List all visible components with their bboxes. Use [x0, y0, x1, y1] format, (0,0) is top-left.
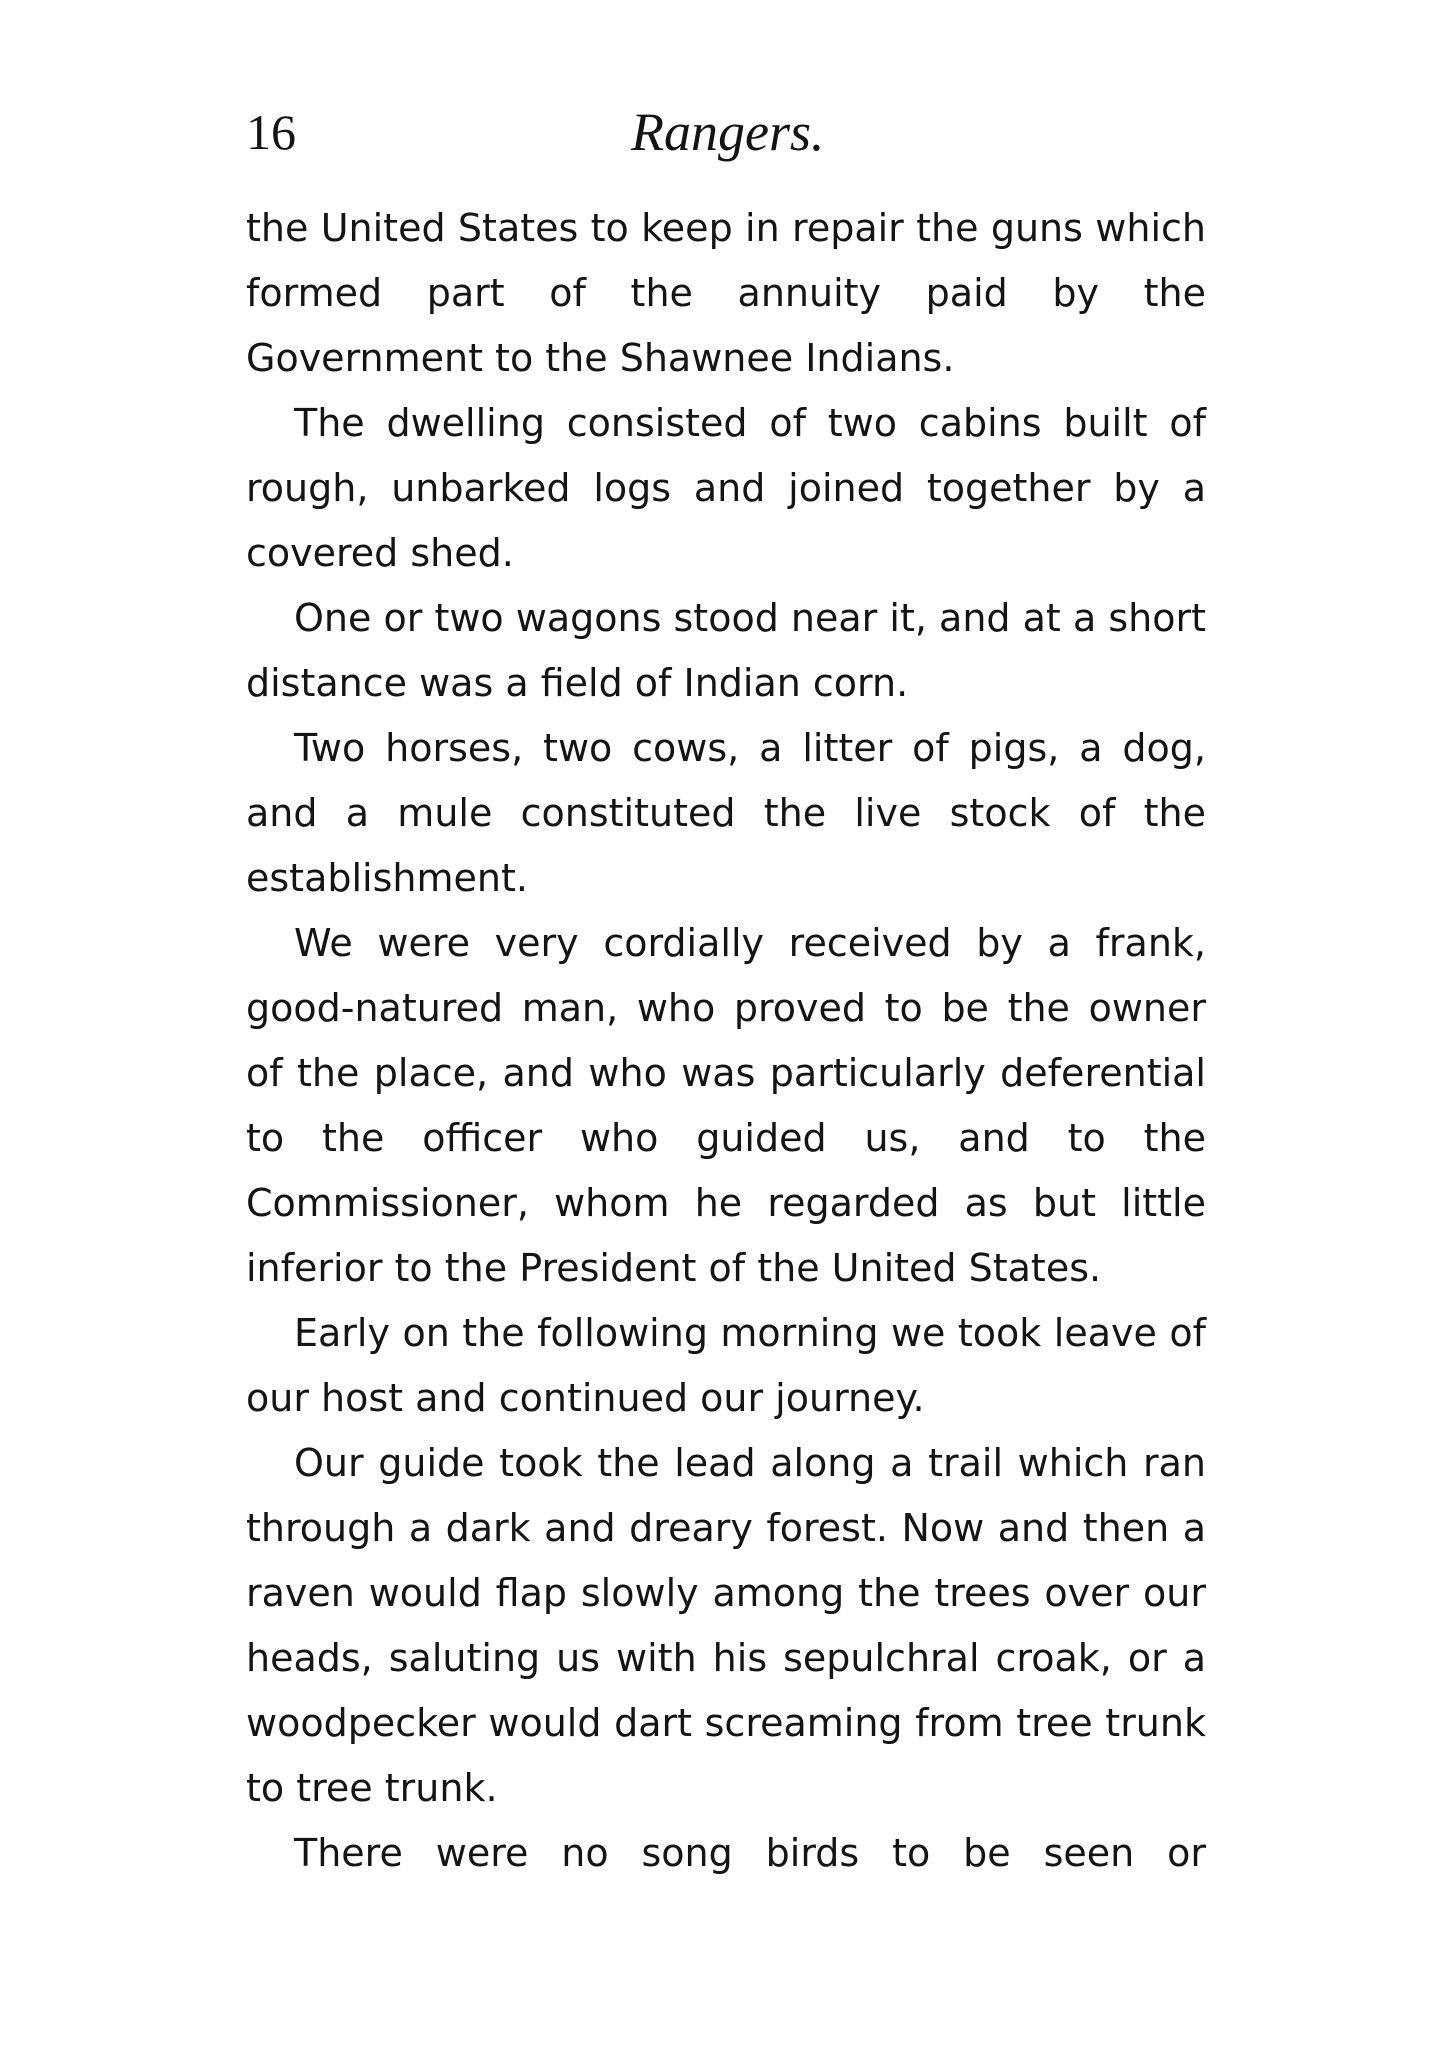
page-number: 16 — [246, 104, 296, 160]
running-title: Rangers. — [631, 102, 825, 162]
paragraph-5: We were very cordially received by a frank, good-natured man, who proved to be the owner of the place, and who was particularly deferential to the officer who guided us, and to the Commissioner, whom he regarded as but little inferior to the President of the United States. — [246, 921, 1206, 1290]
paragraph-4: Two horses, two cows, a litter of pigs, a dog, and a mule constituted the live stock of the establishment. — [246, 726, 1206, 900]
paragraph-7: Our guide took the lead along a trail which ran through a dark and dreary forest. Now and then a raven would flap slowly among the trees over our heads, saluting us with his sepulchral croak, or a woodpecker would dart screaming from tree trunk to tree trunk. — [246, 1441, 1206, 1810]
paragraph-8: There were no song birds to be seen or — [294, 1831, 1206, 1875]
running-head — [246, 92, 1206, 172]
paragraph-1: the United States to keep in repair the guns which formed part of the annuity paid by the Government to the Shawnee Indians. — [246, 206, 1206, 380]
body-text — [246, 196, 1206, 1886]
paragraph-6: Early on the following morning we took leave of our host and continued our journey. — [246, 1311, 1206, 1420]
paragraph-2: The dwelling consisted of two cabins built of rough, unbarked logs and joined together by a covered shed. — [246, 401, 1206, 575]
paragraph-3: One or two wagons stood near it, and at a short distance was a field of Indian corn. — [246, 596, 1206, 705]
